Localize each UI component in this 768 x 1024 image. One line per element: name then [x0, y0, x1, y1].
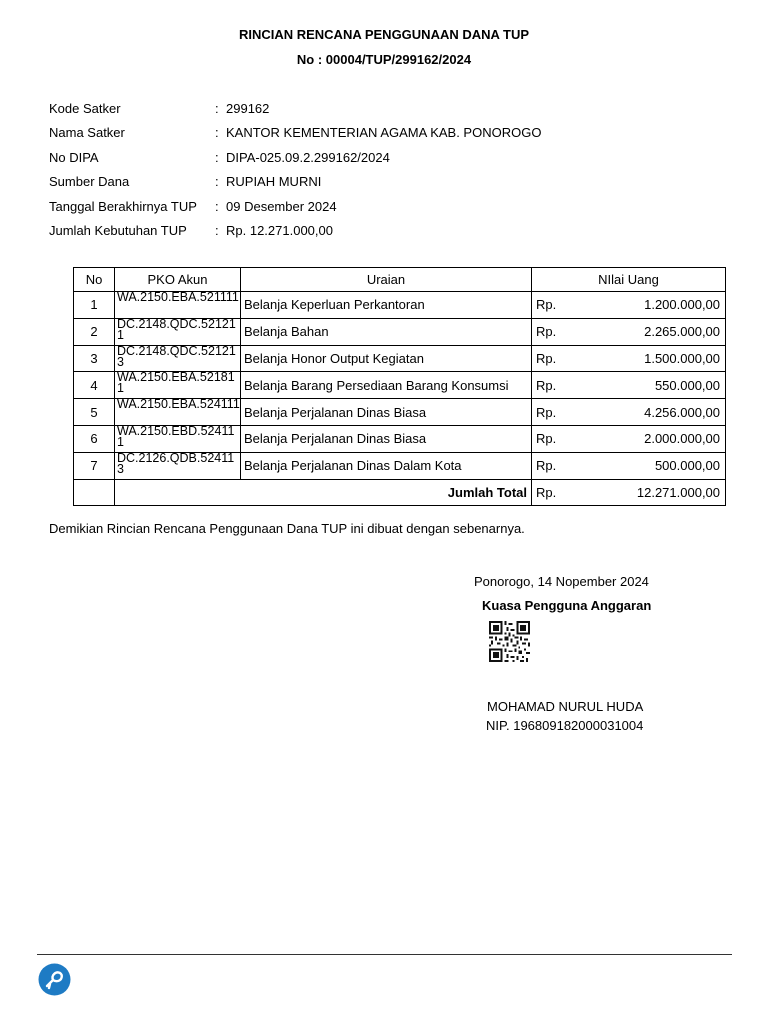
table-row: [74, 318, 726, 345]
cell-no: 2: [74, 318, 115, 345]
rincian-table: [73, 267, 726, 506]
cell-uraian: Belanja Honor Output Kegiatan: [241, 345, 532, 372]
info-value: 09 Desember 2024: [226, 198, 337, 214]
cell-nilai: 1.500.000,00: [569, 345, 726, 372]
cell-currency: Rp.: [532, 452, 569, 479]
header-pko-akun: PKO Akun: [115, 268, 241, 292]
cell-uraian: Belanja Bahan: [241, 318, 532, 345]
cell-nilai: 2.265.000,00: [569, 318, 726, 345]
info-label: No DIPA: [49, 149, 99, 165]
table-row: [74, 452, 726, 479]
cell-pko-akun: DC.2148.QDC.521213: [115, 345, 241, 372]
info-value: RUPIAH MURNI: [226, 174, 322, 190]
info-label: Kode Satker: [49, 101, 121, 116]
cell-uraian: Belanja Keperluan Perkantoran: [241, 292, 532, 319]
table-row: [74, 399, 726, 426]
cell-pko-akun: DC.2126.QDB.524113: [115, 452, 241, 479]
cell-no: 7: [74, 452, 115, 479]
cell-currency: Rp.: [532, 372, 569, 399]
info-colon: :: [215, 101, 219, 116]
header-uraian: Uraian: [241, 268, 532, 292]
table-header-row: [74, 268, 726, 292]
cell-pko-akun: WA.2150.EBA.521111: [115, 292, 241, 319]
table-row: [74, 292, 726, 319]
table-row: [74, 372, 726, 399]
header-nilai-uang: NIlai Uang: [532, 268, 726, 292]
total-currency: Rp.: [532, 479, 569, 506]
scribd-logo-icon: [38, 963, 71, 996]
signer-nip: NIP. 196809182000031004: [486, 718, 644, 733]
info-colon: :: [215, 222, 219, 238]
cell-nilai: 4.256.000,00: [569, 399, 726, 426]
cell-nilai: 1.200.000,00: [569, 292, 726, 319]
cell-currency: Rp.: [532, 399, 569, 426]
header-no: No: [74, 268, 115, 292]
cell-no: 1: [74, 292, 115, 319]
cell-currency: Rp.: [532, 425, 569, 452]
cell-uraian: Belanja Perjalanan Dinas Dalam Kota: [241, 452, 532, 479]
cell-nilai: 2.000.000,00: [569, 425, 726, 452]
cell-uraian: Belanja Perjalanan Dinas Biasa: [241, 399, 532, 426]
cell-no: 4: [74, 372, 115, 399]
table-row: [74, 345, 726, 372]
closing-statement: Demikian Rincian Rencana Penggunaan Dana TUP ini dibuat dengan sebenarnya.: [49, 521, 525, 536]
table-total-row: [74, 479, 726, 506]
info-value: DIPA-025.09.2.299162/2024: [226, 149, 390, 165]
cell-no: 3: [74, 345, 115, 372]
info-colon: :: [215, 174, 219, 190]
cell-no: 6: [74, 425, 115, 452]
cell-pko-akun: WA.2150.EBA.521811: [115, 372, 241, 399]
info-label: Tanggal Berakhirnya TUP: [49, 198, 197, 214]
table-row: [74, 425, 726, 452]
info-colon: :: [215, 125, 219, 141]
cell-pko-akun: DC.2148.QDC.521211: [115, 318, 241, 345]
cell-empty: [74, 479, 115, 506]
info-label: Jumlah Kebutuhan TUP: [49, 222, 187, 238]
signatory-title: Kuasa Pengguna Anggaran: [482, 598, 652, 613]
qr-code-icon: [488, 621, 531, 662]
info-value: KANTOR KEMENTERIAN AGAMA KAB. PONOROGO: [226, 125, 542, 141]
total-nilai: 12.271.000,00: [569, 479, 726, 506]
info-label: Sumber Dana: [49, 174, 130, 190]
cell-nilai: 550.000,00: [569, 372, 726, 399]
document-title: RINCIAN RENCANA PENGGUNAAN DANA TUP: [238, 27, 530, 42]
signer-name: MOHAMAD NURUL HUDA: [487, 699, 644, 714]
document-number: No : 00004/TUP/299162/2024: [296, 52, 472, 67]
info-colon: :: [215, 198, 219, 214]
cell-currency: Rp.: [532, 292, 569, 319]
cell-pko-akun: WA.2150.EBD.524111: [115, 425, 241, 452]
place-date: Ponorogo, 14 Nopember 2024: [474, 574, 649, 589]
cell-pko-akun: WA.2150.EBA.524111: [115, 399, 241, 426]
cell-uraian: Belanja Barang Persediaan Barang Konsumsi: [241, 372, 532, 399]
cell-no: 5: [74, 399, 115, 426]
cell-uraian: Belanja Perjalanan Dinas Biasa: [241, 425, 532, 452]
footer-divider: [37, 954, 732, 955]
info-value: 299162: [226, 101, 270, 116]
info-value: Rp. 12.271.000,00: [226, 222, 333, 238]
cell-currency: Rp.: [532, 318, 569, 345]
info-colon: :: [215, 149, 219, 165]
total-label: Jumlah Total: [115, 479, 532, 506]
cell-currency: Rp.: [532, 345, 569, 372]
info-label: Nama Satker: [49, 125, 125, 141]
cell-nilai: 500.000,00: [569, 452, 726, 479]
